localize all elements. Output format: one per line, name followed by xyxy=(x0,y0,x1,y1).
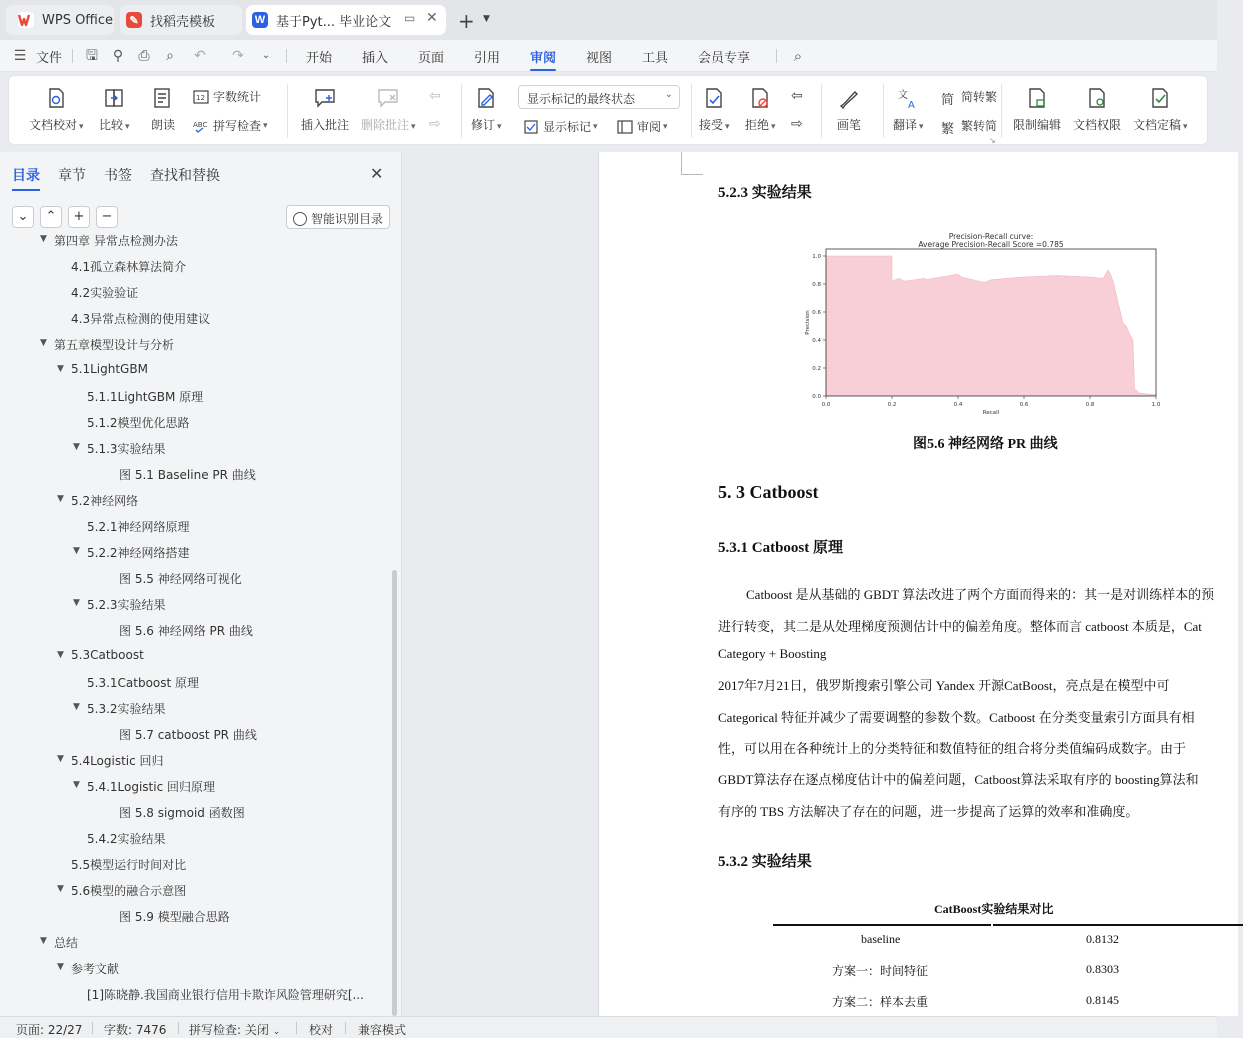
toc-tree xyxy=(0,234,392,1016)
y-tick-label: 0.4 xyxy=(812,338,821,344)
divider xyxy=(178,1022,179,1034)
review-ribbon xyxy=(8,75,1208,145)
proofread-status[interactable]: 校对 xyxy=(309,1023,334,1037)
margin-mark xyxy=(681,152,682,174)
heading-5-3-1: 5.3.1 Catboost 原理 xyxy=(718,540,844,556)
tab-wps-office[interactable] xyxy=(6,5,114,35)
title-tab-bar xyxy=(0,0,1217,40)
add-heading-button[interactable]: + xyxy=(68,206,90,228)
menu-tools[interactable]: 工具 xyxy=(642,51,669,66)
menu-bar xyxy=(0,40,1217,72)
toc-item[interactable]: 5.2神经网络 xyxy=(71,494,139,508)
spell-check-icon xyxy=(193,118,209,134)
toc-expand-chevron-icon[interactable]: ▼ xyxy=(40,234,47,244)
y-tick-label: 0.0 xyxy=(812,394,821,400)
prev-comment-icon[interactable]: ⇦ xyxy=(429,88,441,104)
paragraph-line: 有序的 TBS 方法解决了存在的问题，进一步提高了运算的效率和准确度。 xyxy=(718,804,1139,819)
read-aloud-button[interactable]: 朗读 xyxy=(151,86,175,133)
chart-subtitle: Average Precision-Recall Score =0.785 xyxy=(918,240,1064,249)
x-tick-label: 0.6 xyxy=(1019,402,1029,408)
toc-expand-chevron-icon[interactable]: ▼ xyxy=(57,884,64,894)
expand-up-button[interactable]: ⌃ xyxy=(40,206,62,228)
toc-expand-chevron-icon[interactable]: ▼ xyxy=(57,962,64,972)
tab-bookmarks[interactable]: 书签 xyxy=(104,168,132,184)
review-pane-button[interactable]: 审阅 ▾ xyxy=(617,118,668,135)
menu-insert[interactable]: 插入 xyxy=(362,51,389,66)
finalize-button[interactable]: 文档定稿 ▾ xyxy=(1133,86,1188,133)
compare-icon xyxy=(102,86,126,110)
table-cell: 方案二：样本去重 xyxy=(832,995,929,1009)
divider xyxy=(461,84,462,138)
svg-text:A: A xyxy=(908,100,916,111)
reject-button[interactable]: 拒绝 ▾ xyxy=(745,86,776,133)
accept-button[interactable]: 接受 ▾ xyxy=(699,86,730,133)
tab-document[interactable] xyxy=(246,5,446,35)
comment-delete-icon xyxy=(376,86,400,110)
divider xyxy=(821,84,822,138)
dialog-launcher-icon[interactable]: ↘ xyxy=(989,136,996,145)
word-count-icon xyxy=(193,89,209,105)
tab-toc[interactable]: 目录 xyxy=(12,165,40,185)
pr-curve-chart xyxy=(804,230,1174,415)
compare-button[interactable]: 比较 ▾ xyxy=(99,86,130,133)
next-comment-icon[interactable]: ⇨ xyxy=(429,116,441,132)
navigation-panel xyxy=(0,152,402,1016)
heading-5-3: 5. 3 Catboost xyxy=(718,482,819,502)
toc-item[interactable]: 图 5.1 Baseline PR 曲线 xyxy=(119,468,256,482)
compat-mode-status: 兼容模式 xyxy=(358,1023,407,1037)
undo-icon[interactable]: ↶ xyxy=(194,48,206,64)
menu-page[interactable]: 页面 xyxy=(418,51,445,66)
toc-item[interactable]: 5.3.1Catboost 原理 xyxy=(87,676,200,690)
toc-item[interactable]: 5.5模型运行时间对比 xyxy=(71,858,187,872)
table-top-rule xyxy=(773,924,991,926)
to-traditional-button[interactable]: 简 简转繁 xyxy=(941,90,998,108)
toc-item[interactable]: 图 5.5 神经网络可视化 xyxy=(119,572,242,586)
spell-check-button[interactable]: ABC 拼写检查 ▾ xyxy=(193,119,268,133)
toc-item[interactable]: 参考文献 xyxy=(71,962,120,976)
figure-caption: 图5.6 神经网络 PR 曲线 xyxy=(913,437,1058,452)
tab-label: WPS Office xyxy=(42,12,114,28)
track-changes-icon xyxy=(474,86,498,110)
review-pane-icon xyxy=(617,119,633,135)
toc-item[interactable]: 第五章模型设计与分析 xyxy=(54,338,175,352)
pr-area-series xyxy=(826,256,1156,396)
svg-text:ABC: ABC xyxy=(193,120,208,129)
redo-icon[interactable]: ↷ xyxy=(232,48,244,64)
y-tick-label: 0.6 xyxy=(812,310,821,316)
collapse-button[interactable]: ⌄ xyxy=(12,206,34,228)
menu-references[interactable]: 引用 xyxy=(474,51,501,66)
y-axis-label: Precision xyxy=(805,310,811,335)
menu-review[interactable]: 审阅 xyxy=(530,47,556,66)
translate-icon xyxy=(896,86,920,110)
link-icon[interactable]: ⚲ xyxy=(112,48,124,64)
heading-5-3-2: 5.3.2 实验结果 xyxy=(718,854,812,870)
reject-icon xyxy=(748,86,772,110)
trad-icon: 简 xyxy=(941,92,955,108)
print-icon[interactable]: ⎙ xyxy=(138,48,150,64)
print-preview-icon[interactable]: ⌕ xyxy=(166,48,174,64)
svg-text:文: 文 xyxy=(898,90,909,101)
page-indicator[interactable]: 页面: 22/27 xyxy=(16,1023,83,1037)
x-tick-label: 0.2 xyxy=(887,402,897,408)
menu-file[interactable]: 文件 xyxy=(36,51,63,66)
table-cell: 0.8303 xyxy=(1086,962,1119,976)
delete-comment-button[interactable]: 删除批注 ▾ xyxy=(361,86,416,133)
table-cell: baseline xyxy=(861,932,901,946)
toc-item[interactable]: 5.3Catboost xyxy=(71,648,144,662)
insert-comment-button[interactable]: 插入批注 xyxy=(301,86,349,133)
toc-expand-chevron-icon[interactable]: ▼ xyxy=(40,936,47,946)
proofread-button[interactable]: 文档校对 ▾ xyxy=(29,86,84,133)
x-axis-label: Recall xyxy=(982,410,1000,416)
x-tick-label: 1.0 xyxy=(1151,402,1161,408)
toc-item[interactable]: 5.2.3实验结果 xyxy=(87,598,166,612)
paragraph-line: 性，可以用在各种统计上的分类特征和数值特征的组合将分类值编码成数字。由于 xyxy=(718,741,1187,756)
toc-item[interactable]: 5.1.3实验结果 xyxy=(87,442,166,456)
x-tick-label: 0.8 xyxy=(1085,402,1095,408)
track-changes-button[interactable]: 修订 ▾ xyxy=(471,86,502,133)
show-markup-icon xyxy=(523,119,539,135)
menu-view[interactable]: 视图 xyxy=(586,51,613,66)
toc-item[interactable]: 5.1.2模型优化思路 xyxy=(87,416,190,430)
docer-icon: ✎ xyxy=(126,12,142,28)
word-count-button[interactable]: 12 字数统计 xyxy=(193,88,261,105)
menu-member[interactable]: 会员专享 xyxy=(698,51,751,66)
divider xyxy=(72,49,73,63)
read-aloud-icon xyxy=(151,86,175,110)
table-cell: 0.8132 xyxy=(1086,932,1119,946)
ink-button[interactable]: 画笔 xyxy=(837,86,861,133)
tab-find-replace[interactable]: 查找和替换 xyxy=(150,168,220,184)
tab-template[interactable] xyxy=(120,5,242,35)
chart-title: Precision-Recall curve: xyxy=(948,232,1034,241)
x-tick-label: 0.0 xyxy=(821,402,831,408)
translate-button[interactable]: 文 A 翻译 ▾ xyxy=(893,86,924,133)
toc-item[interactable]: 5.2.2神经网络搭建 xyxy=(87,546,190,560)
accept-icon xyxy=(702,86,726,110)
toc-item[interactable]: 4.3异常点检测的使用建议 xyxy=(71,312,211,326)
save-icon[interactable]: 🖫 xyxy=(86,48,98,64)
toc-expand-chevron-icon[interactable]: ▼ xyxy=(73,780,80,790)
tab-label: 找稻壳模板 xyxy=(150,14,216,30)
divider xyxy=(776,49,777,63)
toc-item[interactable]: [1]陈晓静.我国商业银行信用卡欺诈风险管理研究[... xyxy=(87,988,364,1002)
smart-toc-label: 智能识别目录 xyxy=(311,212,384,226)
table-top-rule xyxy=(993,924,1243,926)
next-change-icon[interactable]: ⇨ xyxy=(791,116,803,132)
divider xyxy=(92,1022,93,1034)
toc-expand-chevron-icon[interactable]: ▼ xyxy=(73,546,80,556)
table-cell: 方案一：时间特征 xyxy=(832,964,929,978)
toc-item[interactable]: 图 5.7 catboost PR 曲线 xyxy=(119,728,257,742)
document-area xyxy=(403,152,1217,1016)
toc-item[interactable]: 图 5.6 神经网络 PR 曲线 xyxy=(119,624,253,638)
new-tab-icon[interactable]: + xyxy=(458,9,475,33)
toc-expand-chevron-icon[interactable]: ▼ xyxy=(73,598,80,608)
y-tick-label: 1.0 xyxy=(812,254,821,260)
svg-text:12: 12 xyxy=(196,93,205,102)
close-tab-icon[interactable]: ✕ xyxy=(426,10,438,26)
word-count-status[interactable]: 字数: 7476 xyxy=(104,1023,167,1037)
toc-item[interactable]: 图 5.9 模型融合思路 xyxy=(119,910,230,924)
tab-chapters[interactable]: 章节 xyxy=(58,168,86,184)
menu-home[interactable]: 开始 xyxy=(306,51,333,66)
markup-state-select[interactable] xyxy=(518,85,680,109)
spell-check-status[interactable]: 拼写检查: 关闭 ⌄ xyxy=(189,1023,281,1037)
search-icon[interactable]: ⌕ xyxy=(793,47,803,65)
toc-item[interactable]: 4.1孤立森林算法简介 xyxy=(71,260,187,274)
divider xyxy=(691,84,692,138)
toc-expand-chevron-icon[interactable]: ▼ xyxy=(40,338,47,348)
toc-expand-chevron-icon[interactable]: ▼ xyxy=(57,650,64,660)
comment-add-icon xyxy=(313,86,337,110)
toc-expand-chevron-icon[interactable]: ▼ xyxy=(73,702,80,712)
float-window-icon[interactable]: ▭ xyxy=(404,11,416,25)
tab-list-chevron-icon[interactable]: ▼ xyxy=(483,14,490,24)
restrict-editing-button[interactable]: 限制编辑 xyxy=(1013,86,1061,133)
toc-expand-chevron-icon[interactable]: ▼ xyxy=(57,364,64,374)
simp-icon: 繁 xyxy=(941,121,955,137)
toc-item[interactable]: 图 5.8 sigmoid 函数图 xyxy=(119,806,245,820)
divider xyxy=(286,49,287,63)
tab-label: 基于Pyt... 毕业论文 xyxy=(276,14,392,30)
paragraph-line: Catboost 是从基础的 GBDT 算法改进了两个方面而得来的：其一是对训练样本的预 xyxy=(746,587,1215,602)
doc-check-icon xyxy=(44,86,68,110)
paragraph-line: Category + Boosting xyxy=(718,646,827,661)
divider xyxy=(883,84,884,138)
doc-permission-button[interactable]: 文档权限 xyxy=(1073,86,1121,133)
quick-access-chevron-icon[interactable]: ⌄ xyxy=(261,50,271,61)
paragraph-line: 进行转变，其二是从处理梯度预测估计中的偏差角度。整体而言 catboost 本质是，Cat xyxy=(718,619,1202,634)
status-bar xyxy=(0,1016,1217,1038)
paragraph-line: 2017年7月21日，俄罗斯搜索引擎公司 Yandex 开源CatBoost，亮点是在模型中可 xyxy=(718,678,1170,693)
y-tick-label: 0.8 xyxy=(812,282,821,288)
toc-scrollbar[interactable] xyxy=(392,570,397,1016)
document-page[interactable] xyxy=(598,152,1238,1016)
x-tick-label: 0.4 xyxy=(953,402,963,408)
paragraph-line: Categorical 特征并减少了需要调整的参数个数。Catboost 在分类变量索引方面具有相 xyxy=(718,710,1195,725)
pen-icon xyxy=(837,86,861,110)
to-simplified-button[interactable]: 繁 繁转简 xyxy=(941,119,998,137)
divider xyxy=(296,1022,297,1034)
finalize-icon xyxy=(1148,86,1172,110)
smart-toc-icon xyxy=(293,212,307,226)
paragraph-line: GBDT算法存在逐点梯度估计中的偏差问题，Catboost算法采取有序的 boosting算法和 xyxy=(718,772,1199,787)
heading-5-2-3: 5.2.3 实验结果 xyxy=(718,185,812,201)
lock-doc-icon xyxy=(1025,86,1049,110)
show-markup-button[interactable]: 显示标记 ▾ xyxy=(523,118,598,135)
toc-item[interactable]: 5.4Logistic 回归 xyxy=(71,754,164,768)
chevron-down-icon: ⌄ xyxy=(664,89,673,100)
toc-expand-chevron-icon[interactable]: ▼ xyxy=(73,442,80,452)
table-title: CatBoost实验结果对比 xyxy=(934,902,1054,916)
divider xyxy=(345,1022,346,1034)
toc-expand-chevron-icon[interactable]: ▼ xyxy=(57,754,64,764)
smart-toc-button[interactable] xyxy=(286,205,390,229)
table-cell: 0.8145 xyxy=(1086,993,1119,1007)
remove-heading-button[interactable]: − xyxy=(96,206,118,228)
toc-item[interactable]: 5.1LightGBM xyxy=(71,362,148,376)
hamburger-icon[interactable]: ☰ xyxy=(13,48,27,64)
toc-item[interactable]: 第四章 异常点检测办法 xyxy=(54,234,178,248)
toc-item[interactable]: 4.2实验验证 xyxy=(71,286,139,300)
prev-change-icon[interactable]: ⇦ xyxy=(791,88,803,104)
permission-icon xyxy=(1085,86,1109,110)
margin-mark xyxy=(681,174,703,175)
y-tick-label: 0.2 xyxy=(812,366,821,372)
close-panel-icon[interactable]: ✕ xyxy=(370,164,384,183)
markup-state-value: 显示标记的最终状态 xyxy=(527,92,636,106)
toc-item[interactable]: 5.4.1Logistic 回归原理 xyxy=(87,780,216,794)
divider xyxy=(287,84,288,138)
toc-item[interactable]: 5.2.1神经网络原理 xyxy=(87,520,190,534)
divider xyxy=(1001,84,1002,138)
toc-item[interactable]: 5.3.2实验结果 xyxy=(87,702,166,716)
toc-item[interactable]: 5.4.2实验结果 xyxy=(87,832,166,846)
wps-logo-icon xyxy=(18,12,34,28)
toc-item[interactable]: 5.6模型的融合示意图 xyxy=(71,884,187,898)
writer-doc-icon: W xyxy=(252,12,268,28)
toc-item[interactable]: 总结 xyxy=(54,936,79,950)
toc-item[interactable]: 5.1.1LightGBM 原理 xyxy=(87,390,204,404)
toc-expand-chevron-icon[interactable]: ▼ xyxy=(57,494,64,504)
